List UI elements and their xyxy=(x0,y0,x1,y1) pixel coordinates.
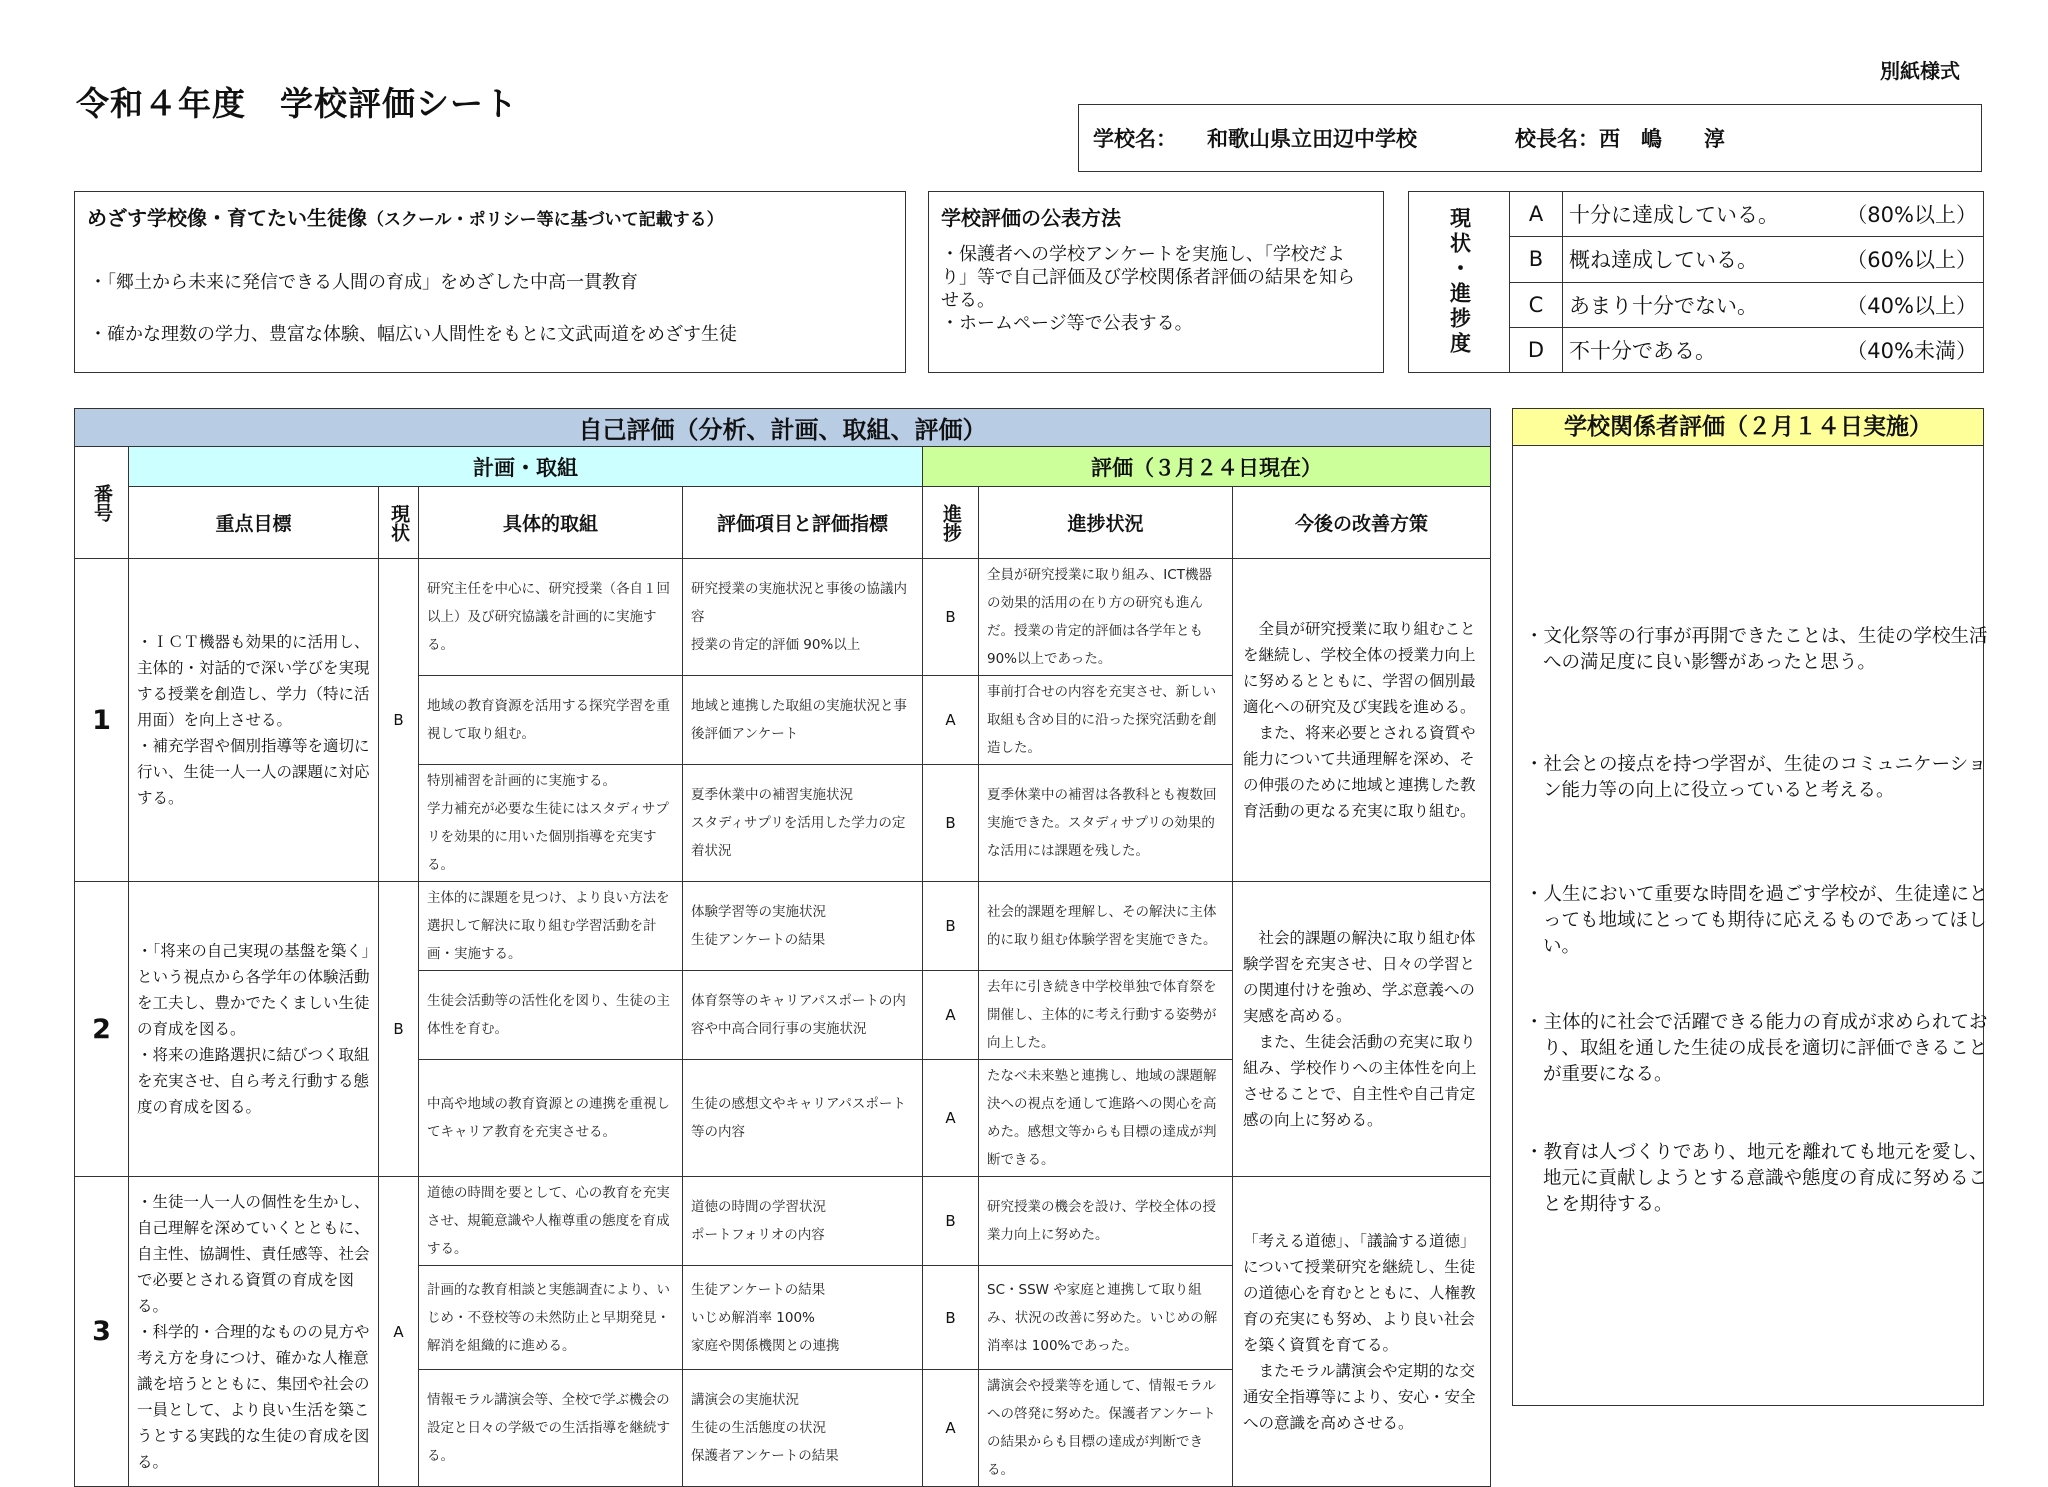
indicator-cell: 研究授業の実施状況と事後の協議内容 授業の肯定的評価 90%以上 xyxy=(683,559,923,676)
stakeholder-comment: ・社会との接点を持つ学習が、生徒のコミュニケーション能力等の向上に役立っていると考える。 xyxy=(1525,754,1987,801)
indicator-cell: 体験学習等の実施状況 生徒アンケートの結果 xyxy=(683,882,923,971)
progress-cell: B xyxy=(923,1177,979,1266)
goal-status: B xyxy=(379,882,419,1177)
page-title: 令和４年度 学校評価シート xyxy=(76,84,518,123)
header-indicator: 評価項目と評価指標 xyxy=(683,487,923,559)
header-number: 番号 xyxy=(75,447,129,559)
publication-box xyxy=(928,191,1384,373)
progress-cell: A xyxy=(923,676,979,765)
stakeholder-comment: ・教育は人づくりであり、地元を離れても地元を愛し、地元に貢献しようとする意識や態度の育成に努めることを期待する。 xyxy=(1525,1142,1988,1215)
progress-cell: B xyxy=(923,1266,979,1370)
stakeholder-eval-title: 学校関係者評価（２月１４日実施） xyxy=(1512,408,1984,446)
indicator-cell: 地域と連携した取組の実施状況と事後評価アンケート xyxy=(683,676,923,765)
indicator-cell: 夏季休業中の補習実施状況 スタディサプリを活用した学力の定着状況 xyxy=(683,765,923,882)
vision-line: ・確かな理数の学力、豊富な体験、幅広い人間性をもとに文武両道をめざす生徒 xyxy=(89,324,737,345)
action-cell: 研究主任を中心に、研究授業（各自１回以上）及び研究協議を計画的に実施する。 xyxy=(419,559,683,676)
goal-status: A xyxy=(379,1177,419,1487)
improvement-cell: 全員が研究授業に取り組むことを継続し、学校全体の授業力向上に努めるとともに、学習の個別最適化への研究及び実践を進める。 また、将来必要とされる資質や能力について共通理解を深め、その伸張のために地域と連携した教育活動の更なる充実に取り組む。 xyxy=(1233,559,1491,882)
school-info-box xyxy=(1078,104,1982,172)
school-name: 和歌山県立田辺中学校 xyxy=(1207,127,1417,151)
scale-desc: 不十分である。 （40%未満） xyxy=(1563,327,1984,372)
table-row xyxy=(75,559,1491,676)
indicator-cell: 体育祭等のキャリアパスポートの内容や中高合同行事の実施状況 xyxy=(683,971,923,1060)
stakeholder-comment: ・人生において重要な時間を過ごす学校が、生徒達にとっても地域にとっても期待に応えるものであってほしい。 xyxy=(1525,884,1988,957)
header-action: 具体的取組 xyxy=(419,487,683,559)
goal-number: 1 xyxy=(75,559,129,882)
scale-letter: D xyxy=(1510,327,1563,372)
action-cell: 特別補習を計画的に実施する。 学力補充が必要な生徒にはスタディサプリを効果的に用いた個別指導を充実する。 xyxy=(419,765,683,882)
form-note: 別紙様式 xyxy=(1880,59,1960,83)
publication-title: 学校評価の公表方法 xyxy=(941,206,1121,230)
indicator-cell: 生徒アンケートの結果 いじめ解消率 100% 家庭や関係機関との連携 xyxy=(683,1266,923,1370)
result-cell: たなべ未来塾と連携し、地域の課題解決への視点を通して進路への関心を高めた。感想文等からも目標の達成が判断できる。 xyxy=(979,1060,1233,1177)
eval-header: 評価（３月２４日現在） xyxy=(923,447,1491,487)
table-row xyxy=(75,1177,1491,1266)
scale-desc: 十分に達成している。 （80%以上） xyxy=(1563,192,1984,237)
scale-desc: 概ね達成している。 （60%以上） xyxy=(1563,237,1984,282)
vision-line: ・「郷土から未来に発信できる人間の育成」をめざした中高一貫教育 xyxy=(89,272,638,293)
progress-scale-legend xyxy=(1408,191,1984,373)
principal-label: 校長名： xyxy=(1515,127,1599,151)
goal-text: ・生徒一人一人の個性を生かし、自己理解を深めていくとともに、自主性、協調性、責任感等、社会で必要とされる資質の育成を図る。 ・科学的・合理的なものの見方や考え方を身につけ、確かな人権意識を培うとともに、集団や社会の一員として、より良い生活を築こうとする実践的な生徒の育成を図る。 xyxy=(129,1177,379,1487)
action-cell: 道徳の時間を要として、心の教育を充実させ、規範意識や人権尊重の態度を育成する。 xyxy=(419,1177,683,1266)
header-progress-status: 進捗状況 xyxy=(979,487,1233,559)
improvement-cell: 「考える道徳」、「議論する道徳」について授業研究を継続し、生徒の道徳心を育むとともに、人権教育の充実にも努め、より良い社会を築く資質を育てる。 またモラル講演会や定期的な交通安全指導等により、安心・安全への意識を高めさせる。 xyxy=(1233,1177,1491,1487)
school-name-label: 学校名： xyxy=(1093,127,1177,151)
principal-name: 西 嶋 淳 xyxy=(1599,127,1725,151)
action-cell: 情報モラル講演会等、全校で学ぶ機会の設定と日々の学級での生活指導を継続する。 xyxy=(419,1370,683,1487)
stakeholder-comment: ・文化祭等の行事が再開できたことは、生徒の学校生活への満足度に良い影響があったと思う。 xyxy=(1525,626,1988,673)
improvement-cell: 社会的課題の解決に取り組む体験学習を充実させ、日々の学習との関連付けを強め、学ぶ意義への実感を高める。 また、生徒会活動の充実に取り組み、学校作りへの主体性を向上させることで、自主性や自己肯定感の向上に努める。 xyxy=(1233,882,1491,1177)
action-cell: 中高や地域の教育資源との連携を重視してキャリア教育を充実させる。 xyxy=(419,1060,683,1177)
scale-letter: A xyxy=(1510,192,1563,237)
action-cell: 主体的に課題を見つけ、より良い方法を選択して解決に取り組む学習活動を計画・実施する。 xyxy=(419,882,683,971)
scale-letter: B xyxy=(1510,237,1563,282)
self-eval-title: 自己評価（分析、計画、取組、評価） xyxy=(75,409,1491,447)
progress-cell: A xyxy=(923,1370,979,1487)
header-goal: 重点目標 xyxy=(129,487,379,559)
header-progress: 進捗 xyxy=(923,487,979,559)
scale-letter: C xyxy=(1510,282,1563,327)
action-cell: 計画的な教育相談と実態調査により、いじめ・不登校等の未然防止と早期発見・解消を組織的に進める。 xyxy=(419,1266,683,1370)
action-cell: 地域の教育資源を活用する探究学習を重視して取り組む。 xyxy=(419,676,683,765)
indicator-cell: 道徳の時間の学習状況 ポートフォリオの内容 xyxy=(683,1177,923,1266)
header-status: 現状 xyxy=(379,487,419,559)
goal-text: ・「将来の自己実現の基盤を築く」という視点から各学年の体験活動を工夫し、豊かでたくましい生徒の育成を図る。 ・将来の進路選択に結びつく取組を充実させ、自ら考え行動する態度の育成を図る。 xyxy=(129,882,379,1177)
result-cell: 夏季休業中の補習は各教科とも複数回実施できた。スタディサプリの効果的な活用には課題を残した。 xyxy=(979,765,1233,882)
goal-number: 2 xyxy=(75,882,129,1177)
result-cell: 全員が研究授業に取り組み、ICT機器の効果的活用の在り方の研究も進んだ。授業の肯定的評価は各学年とも 90%以上であった。 xyxy=(979,559,1233,676)
indicator-cell: 生徒の感想文やキャリアパスポート等の内容 xyxy=(683,1060,923,1177)
stakeholder-comment: ・主体的に社会で活躍できる能力の育成が求められており、取組を通した生徒の成長を適切に評価できることが重要になる。 xyxy=(1525,1012,1988,1085)
progress-cell: A xyxy=(923,1060,979,1177)
result-cell: 事前打合せの内容を充実させ、新しい取組も含め目的に沿った探究活動を創造した。 xyxy=(979,676,1233,765)
indicator-cell: 講演会の実施状況 生徒の生活態度の状況 保護者アンケートの結果 xyxy=(683,1370,923,1487)
header-improvement: 今後の改善方策 xyxy=(1233,487,1491,559)
result-cell: 研究授業の機会を設け、学校全体の授業力向上に努めた。 xyxy=(979,1177,1233,1266)
goal-text: ・ＩＣＴ機器も効果的に活用し、主体的・対話的で深い学びを実現する授業を創造し、学力（特に活用面）を向上させる。 ・補充学習や個別指導等を適切に行い、生徒一人一人の課題に対応する。 xyxy=(129,559,379,882)
stakeholder-eval-box xyxy=(1512,446,1988,1406)
scale-desc: あまり十分でない。 （40%以上） xyxy=(1563,282,1984,327)
vision-box xyxy=(74,191,906,373)
table-row xyxy=(75,882,1491,971)
progress-cell: B xyxy=(923,765,979,882)
self-evaluation-table xyxy=(74,408,1490,1478)
plan-header: 計画・取組 xyxy=(129,447,923,487)
progress-cell: A xyxy=(923,971,979,1060)
result-cell: 講演会や授業等を通して、情報モラルへの啓発に努めた。保護者アンケートの結果からも目標の達成が判断できる。 xyxy=(979,1370,1233,1487)
progress-cell: B xyxy=(923,882,979,971)
scale-label: 現状・進捗度 xyxy=(1409,192,1510,373)
result-cell: 社会的課題を理解し、その解決に主体的に取り組む体験学習を実施できた。 xyxy=(979,882,1233,971)
progress-cell: B xyxy=(923,559,979,676)
vision-title: めざす学校像・育てたい生徒像（スクール・ポリシー等に基づいて記載する） xyxy=(87,206,724,230)
goal-number: 3 xyxy=(75,1177,129,1487)
goal-status: B xyxy=(379,559,419,882)
result-cell: 去年に引き続き中学校単独で体育祭を開催し、主体的に考え行動する姿勢が向上した。 xyxy=(979,971,1233,1060)
result-cell: SC・SSW や家庭と連携して取り組み、状況の改善に努めた。いじめの解消率は 100%であった。 xyxy=(979,1266,1233,1370)
action-cell: 生徒会活動等の活性化を図り、生徒の主体性を育む。 xyxy=(419,971,683,1060)
vision-subtitle: （スクール・ポリシー等に基づいて記載する） xyxy=(367,210,724,230)
publication-text: ・保護者への学校アンケートを実施し、「学校だより」等で自己評価及び学校関係者評価の結果を知らせる。 ・ホームページ等で公表する。 xyxy=(941,244,1355,334)
